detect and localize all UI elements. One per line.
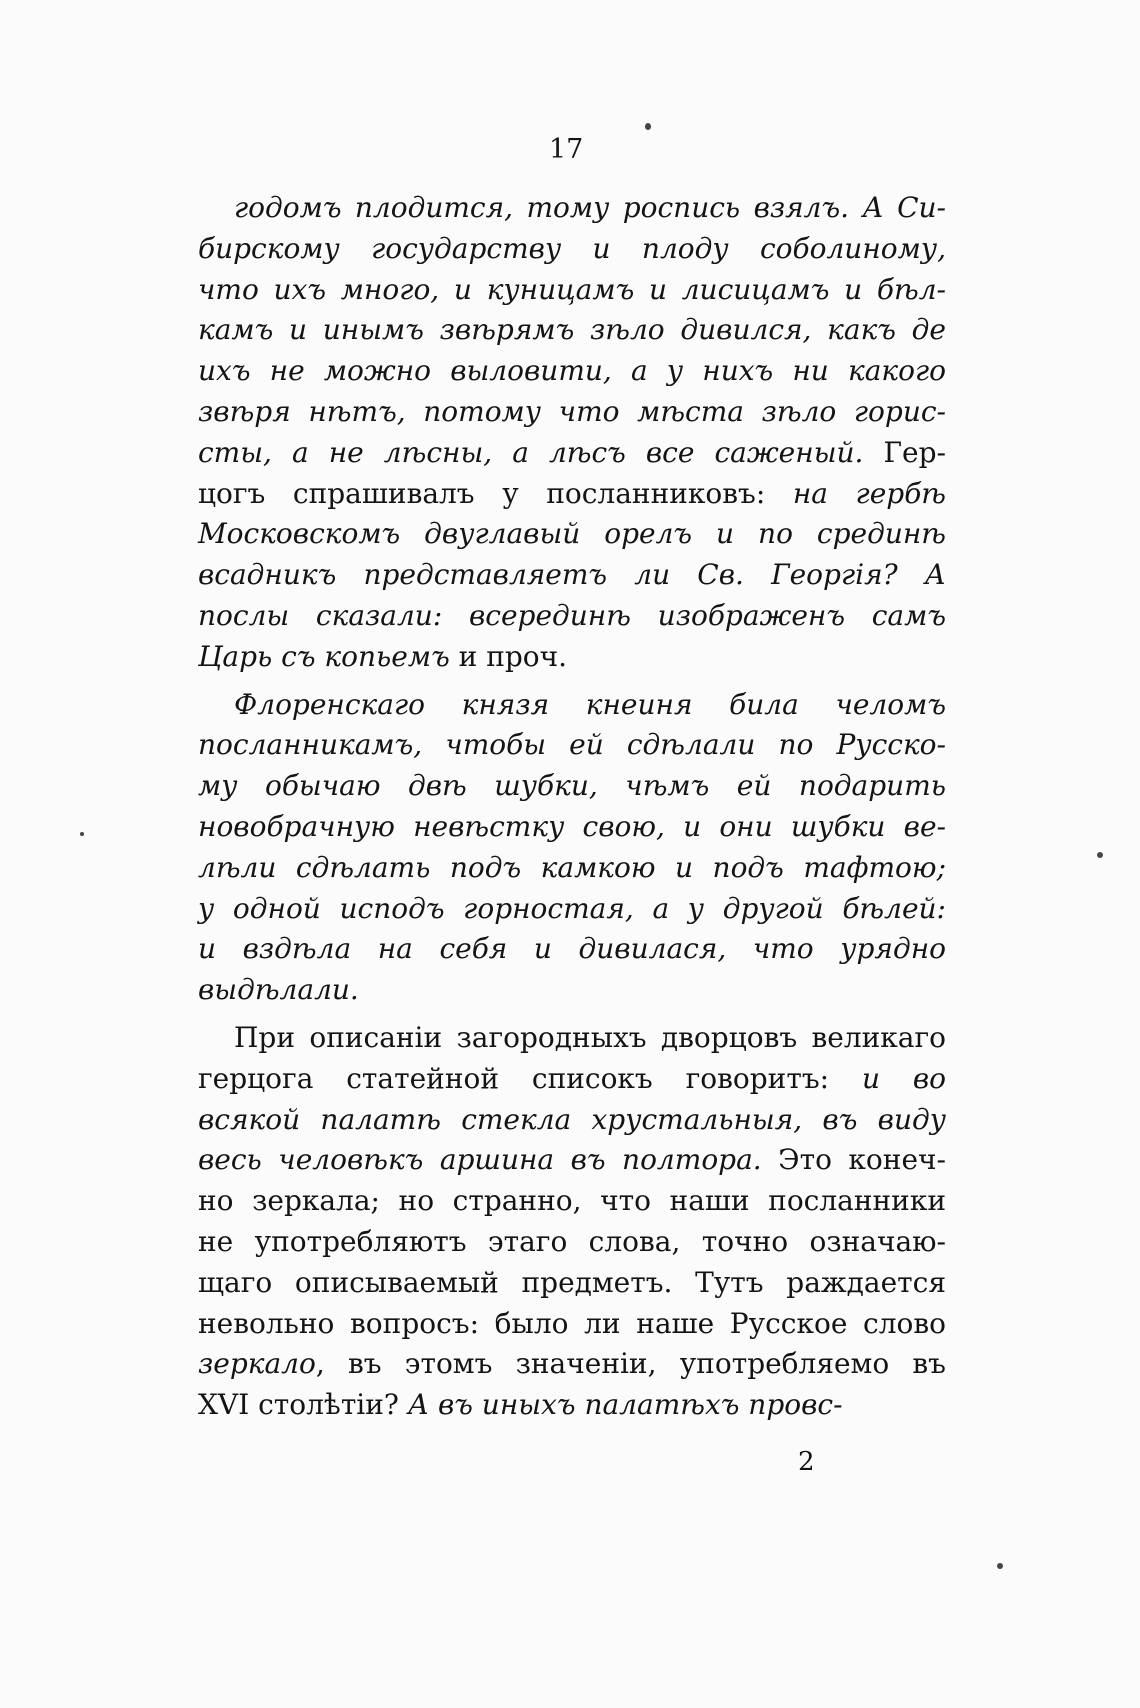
text-line: [198, 188, 946, 229]
italic-run: годомъ плодится, тому роспись взялъ. А Си-: [234, 191, 946, 224]
text-line: [198, 685, 946, 726]
text-line: [198, 1018, 946, 1059]
roman-run: герцога статейной списокъ говоритъ:: [198, 1061, 862, 1095]
roman-run: но зеркала; но странно, что наши посланники: [198, 1184, 946, 1218]
roman-run: не употребляютъ этаго слова, точно означаю-: [198, 1224, 946, 1258]
text-line: [198, 889, 946, 930]
roman-run: , въ этомъ значеніи, употребляемо въ: [315, 1347, 946, 1381]
paragraph: [198, 1018, 946, 1426]
text-line: [198, 725, 946, 766]
italic-run: ихъ не можно выловити, а у нихъ ни какого: [198, 354, 946, 388]
paragraph: [198, 685, 946, 1011]
text-line: [198, 596, 946, 637]
paragraph-gap: [198, 1011, 946, 1018]
italic-run: весь человѣкъ аршина въ полтора.: [198, 1143, 762, 1177]
text-line: [198, 970, 946, 1011]
text-line: [198, 474, 946, 515]
text-line: [198, 1140, 946, 1181]
signature-mark: 2: [798, 1447, 815, 1477]
italic-run: камъ и инымъ звѣрямъ зѣло дивился, какъ де: [198, 313, 946, 347]
italic-run: му обычаю двѣ шубки, чѣмъ ей подарить: [198, 769, 946, 803]
roman-run: и проч.: [449, 639, 568, 673]
italic-run: и вздѣла на себя и дивилася, что урядно: [198, 932, 946, 966]
italic-run: что ихъ много, и куницамъ и лисицамъ и бѣл-: [198, 272, 946, 306]
italic-run: всадникъ представляетъ ли Св. Георгія? А: [198, 558, 946, 592]
text-line: [198, 1181, 946, 1222]
scan-speck: [997, 1563, 1003, 1569]
italic-run: Царь съ копьемъ: [198, 639, 450, 673]
text-line: [198, 555, 946, 596]
text-line: [198, 929, 946, 970]
text-line: [198, 1100, 946, 1141]
text-line: [198, 229, 946, 270]
roman-run: При описаніи загородныхъ дворцовъ великаго: [234, 1020, 946, 1054]
scan-speck: [1097, 852, 1103, 858]
italic-run: Флоренскаго князя кнеиня била челомъ: [234, 687, 946, 721]
italic-run: выдѣлали.: [198, 973, 359, 1007]
roman-run: цогъ спрашивалъ у посланниковъ:: [198, 476, 793, 510]
text-line: [198, 766, 946, 807]
scan-speck: [80, 832, 84, 836]
text-line: [198, 433, 946, 474]
italic-run: бирскому государству и плоду соболиному,: [198, 231, 946, 265]
text-line: [198, 1222, 946, 1263]
roman-run: Это конеч-: [761, 1143, 946, 1177]
text-line: [198, 637, 946, 678]
text-line: [198, 1304, 946, 1345]
roman-run: невольно вопросъ: было ли наше Русское слово: [198, 1306, 946, 1340]
body-text: [198, 188, 946, 1426]
italic-run: звѣря нѣтъ, потому что мѣста зѣло горис-: [198, 394, 946, 428]
page-number: 17: [549, 134, 584, 165]
italic-run: новобрачную невѣстку свою, и они шубки ве-: [198, 809, 946, 843]
text-line: [198, 270, 946, 311]
text-line: [198, 848, 946, 889]
roman-run: Гер-: [863, 435, 946, 469]
roman-run: XVI столѣтіи?: [198, 1388, 408, 1422]
italic-run: на гербѣ: [792, 476, 946, 510]
text-line: [198, 1263, 946, 1304]
paragraph-gap: [198, 678, 946, 685]
italic-run: Московскомъ двуглавый орелъ и по срединѣ: [198, 517, 946, 551]
text-line: [198, 310, 946, 351]
text-line: [198, 807, 946, 848]
italic-run: и во: [861, 1061, 947, 1095]
italic-run: у одной исподъ горностая, а у другой бѣлей:: [198, 891, 946, 925]
text-line: [198, 351, 946, 392]
italic-run: всякой палатѣ стекла хрустальныя, въ виду: [198, 1102, 946, 1136]
text-line: [198, 1385, 946, 1426]
italic-run: лѣли сдѣлать подъ камкою и подъ тафтою;: [198, 850, 946, 884]
text-line: [198, 1344, 946, 1385]
text-line: [198, 1059, 946, 1100]
italic-run: зеркало: [198, 1347, 316, 1381]
italic-run: посланникамъ, чтобы ей сдѣлали по Русско-: [198, 728, 946, 762]
text-line: [198, 514, 946, 555]
paragraph: [198, 188, 946, 678]
roman-run: щаго описываемый предметъ. Тутъ раждается: [198, 1265, 946, 1299]
italic-run: сты, а не лѣсны, а лѣсъ все саженый.: [198, 435, 864, 469]
italic-run: послы сказали: всерединѣ изображенъ самъ: [198, 598, 946, 632]
text-line: [198, 392, 946, 433]
scan-speck: [645, 123, 651, 130]
italic-run: А въ иныхъ палатѣхъ провс-: [407, 1388, 843, 1422]
